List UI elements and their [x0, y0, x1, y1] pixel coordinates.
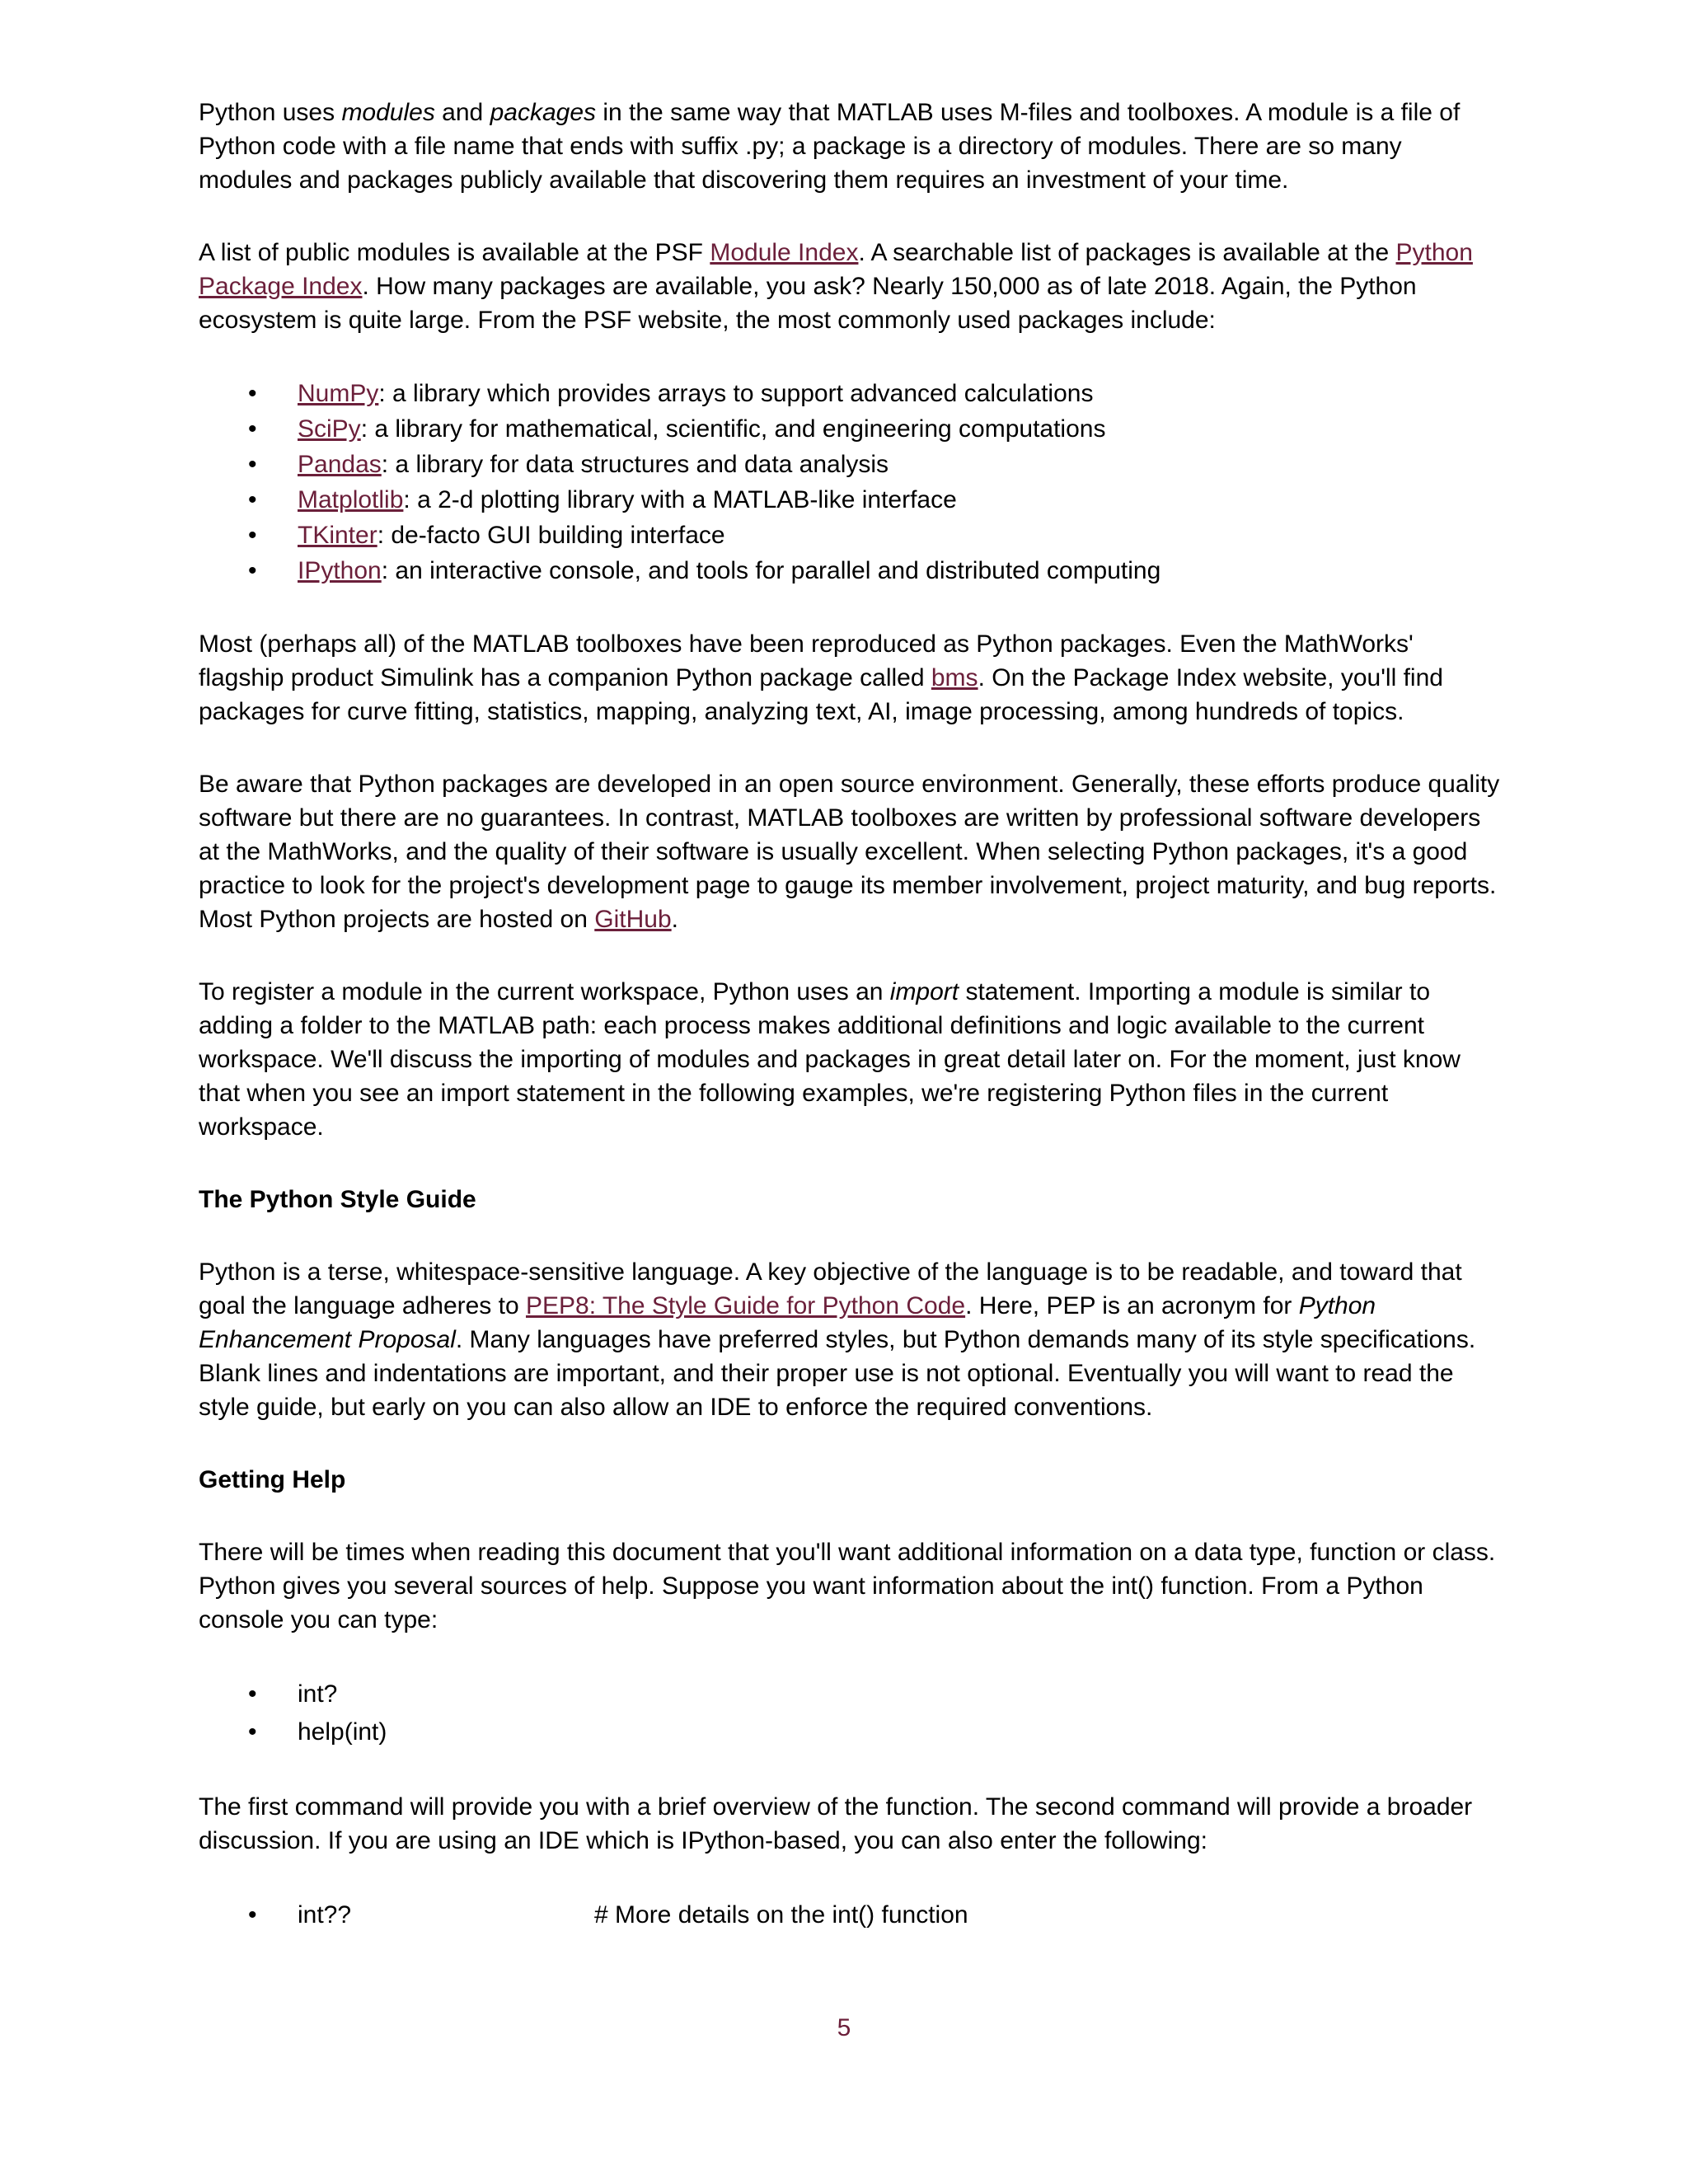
bullet-icon: • [248, 1680, 257, 1708]
bms-link[interactable]: bms [931, 664, 978, 691]
text: : a library which provides arrays to support advanced calculations [378, 380, 1094, 407]
bullet-icon: • [248, 1901, 257, 1929]
github-link[interactable]: GitHub [594, 906, 672, 933]
python-package-index-link[interactable]: Python Package Index [199, 239, 1473, 300]
text: in the same way that MATLAB uses M-files and toolboxes. A module is a file of Python code with a file name that ends with suffix .py; a package is a directory of modules. There are so many modules and packages publicly available that discovering them requires an investment of your time. [199, 99, 1461, 194]
text: Python uses [199, 99, 342, 126]
heading-getting-help: Getting Help [199, 1466, 346, 1493]
text: Most (perhaps all) of the MATLAB toolboxes have been reproduced as Python packages. Even the MathWorks' flagship product Simulink has a companion Python package called [199, 630, 1414, 691]
text: : a 2-d plotting library with a MATLAB-like interface [403, 486, 957, 513]
list-item [199, 376, 1501, 411]
text: : de-facto GUI building interface [377, 522, 725, 549]
text: and [434, 99, 490, 126]
list-item [199, 447, 1501, 482]
bullet-icon: • [248, 557, 257, 584]
list-item [199, 553, 1501, 588]
package-list [199, 376, 1501, 588]
text: statement. Importing a module is similar to adding a folder to the MATLAB path: each process makes additional definitions and logic available to the current workspace. We'll discuss the importing of modules and packages in great detail later on. For the moment, just know that when you see an import statement in the following examples, we're registering Python files in the current workspace. [199, 978, 1461, 1141]
list-item [199, 411, 1501, 447]
paragraph-module-index [199, 236, 1501, 337]
module-index-link[interactable]: Module Index [710, 239, 859, 266]
heading-style-guide: The Python Style Guide [199, 1186, 476, 1213]
paragraph-open-source [199, 767, 1501, 936]
bullet-icon: • [248, 486, 257, 513]
paragraph-modules [199, 96, 1501, 197]
ipython-command-list [199, 1896, 1501, 1934]
tkinter-link[interactable]: TKinter [298, 522, 377, 549]
text: . Many languages have preferred styles, but Python demands many of its style specifications. Blank lines and indentations are important, and their proper use is not optional. Eventually you will want to read the style guide, but early on you can also allow an IDE to enforce the required conventions. [199, 1326, 1476, 1421]
emphasis-modules: modules [341, 99, 435, 126]
paragraph-import [199, 975, 1501, 1144]
list-item [199, 482, 1501, 518]
bullet-icon: • [248, 415, 257, 443]
emphasis-packages: packages [490, 99, 597, 126]
text: Python is a terse, whitespace-sensitive language. A key objective of the language is to be readable, and toward that goal the language adheres to [199, 1258, 1462, 1319]
text: A list of public modules is available at the PSF [199, 239, 710, 266]
bullet-icon: • [248, 1718, 257, 1746]
pep8-link[interactable]: PEP8: The Style Guide for Python Code [526, 1292, 966, 1319]
text: . How many packages are available, you ask? Nearly 150,000 as of late 2018. Again, the Python ecosystem is quite large. From the PSF website, the most commonly used packages include: [199, 273, 1417, 334]
text: To register a module in the current workspace, Python uses an [199, 978, 890, 1005]
text: . Here, PEP is an acronym for [965, 1292, 1299, 1319]
text: Be aware that Python packages are developed in an open source environment. Generally, these efforts produce quality software but there are no guarantees. In contrast, MATLAB toolboxes are written by professional software developers at the MathWorks, and the quality of their software is usually excellent. When selecting Python packages, it's a good practice to look for the project's development page to gauge its member involvement, project maturity, and bug reports. Most Python projects are hosted on [199, 771, 1500, 933]
command-comment: # More details on the int() function [594, 1901, 968, 1929]
list-item [199, 518, 1501, 553]
command-text: int? [298, 1680, 338, 1708]
bullet-icon: • [248, 522, 257, 549]
matplotlib-link[interactable]: Matplotlib [298, 486, 404, 513]
list-item [199, 1713, 1501, 1751]
list-item [199, 1675, 1501, 1713]
help-command-list [199, 1675, 1501, 1751]
numpy-link[interactable]: NumPy [298, 380, 379, 407]
emphasis-import: import [889, 978, 959, 1005]
paragraph-style-guide [199, 1255, 1501, 1424]
paragraph-toolboxes [199, 627, 1501, 729]
command-text: int?? [298, 1901, 352, 1929]
text: . A searchable list of packages is available at the [858, 239, 1396, 266]
text: . On the Package Index website, you'll find packages for curve fitting, statistics, mapping, analyzing text, AI, image processing, among hundreds of topics. [199, 664, 1443, 725]
bullet-icon: • [248, 451, 257, 478]
document-page [199, 96, 1501, 1973]
emphasis-pep: Python Enhancement Proposal [199, 1292, 1376, 1353]
paragraph-help-intro: There will be times when reading this document that you'll want additional information on a data type, function or class. Python gives you several sources of help. Suppose you want information about the int() function. From a Python console you can type: [199, 1539, 1496, 1633]
list-item [199, 1896, 1501, 1934]
bullet-icon: • [248, 380, 257, 407]
scipy-link[interactable]: SciPy [298, 415, 361, 443]
page-number: 5 [837, 2014, 851, 2041]
text: : a library for data structures and data analysis [381, 451, 889, 478]
ipython-link[interactable]: IPython [298, 557, 382, 584]
command-text: help(int) [298, 1718, 387, 1746]
text: . [671, 906, 678, 933]
pandas-link[interactable]: Pandas [298, 451, 382, 478]
text: : an interactive console, and tools for parallel and distributed computing [381, 557, 1161, 584]
text: : a library for mathematical, scientific, and engineering computations [360, 415, 1106, 443]
paragraph-help-detail: The first command will provide you with a brief overview of the function. The second command will provide a broader discussion. If you are using an IDE which is IPython-based, you can also enter the following: [199, 1793, 1473, 1854]
